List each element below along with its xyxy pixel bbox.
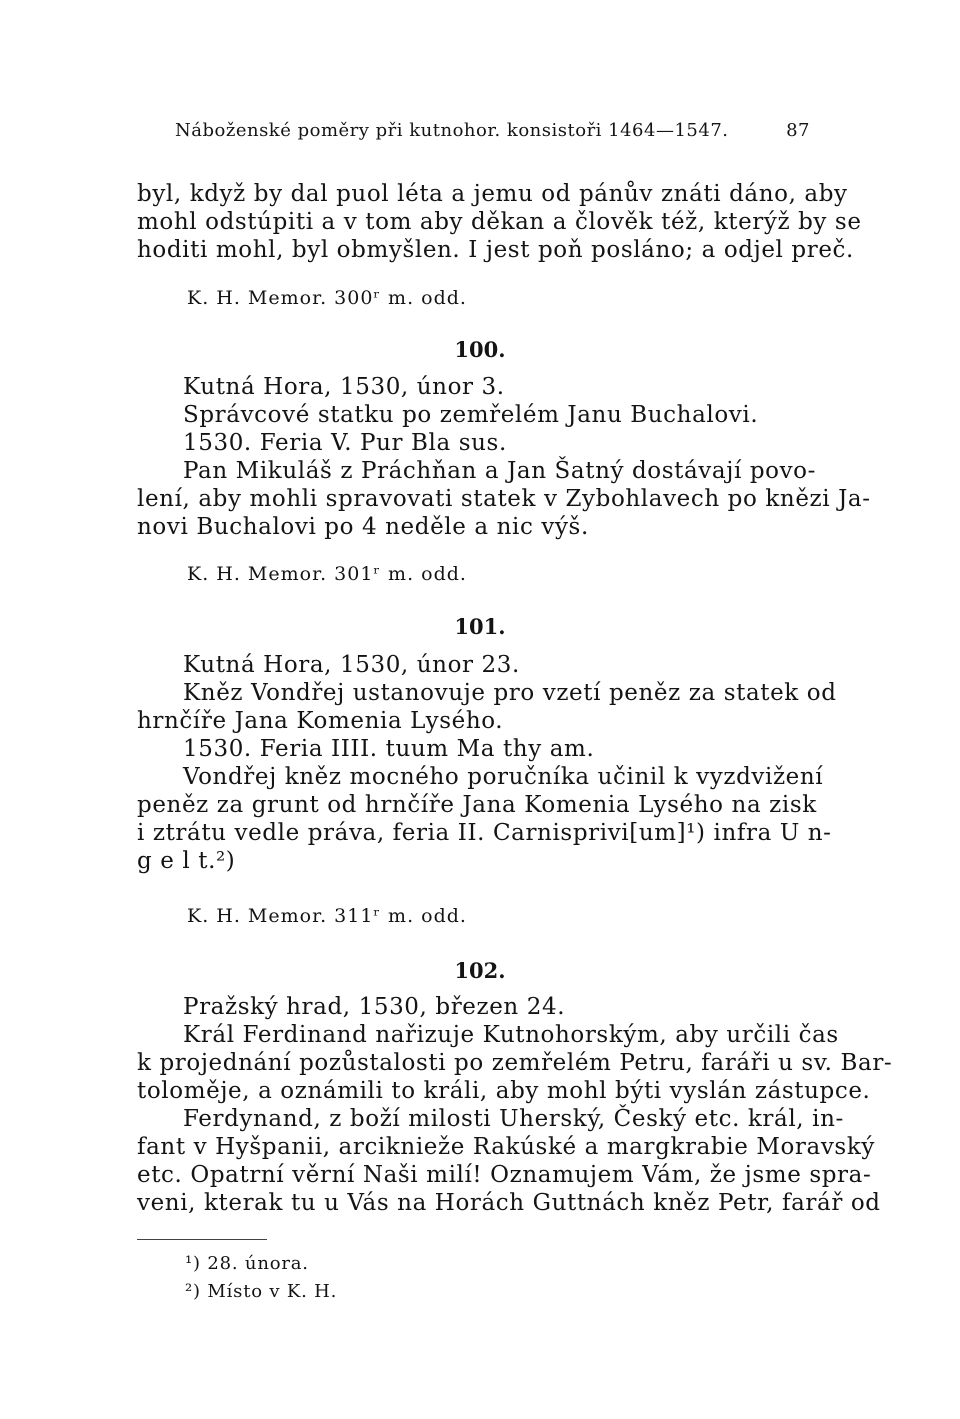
text-line: mohl odstúpiti a v tom aby děkan a člověk též, kterýž by se [137,209,862,235]
dating-formula: 1530. Feria V. Pur Bla sus. [183,430,507,456]
source-reference: K. H. Memor. 311ʳ m. odd. [187,905,467,927]
footnote-mark: ¹) [185,1253,201,1274]
place-date: Pražský hrad, 1530, březen 24. [183,994,566,1020]
text-line: byl, když by dal puol léta a jemu od pánův znáti dáno, aby [137,181,848,207]
entry-100 [137,373,871,541]
running-header [175,120,810,141]
body-line: novi Buchalovi po 4 neděle a nic výš. [137,514,589,540]
body-line: i ztrátu vedle práva, feria II. Carnisprivi[um]¹) infra U n- [137,820,832,846]
entry-summary: hrnčíře Jana Komenia Lysého. [137,708,504,734]
entry-101 [137,651,837,875]
page-number: 87 [786,120,810,141]
continuation-paragraph [137,180,862,264]
entry-102 [137,993,893,1217]
entry-summary: Král Ferdinand nařizuje Kutnohorským, aby určili čas [183,1022,839,1048]
footnote [185,1250,337,1278]
body-line: Vondřej kněz mocného poručníka učinil k vyzdvižení [183,764,824,790]
text-line: hoditi mohl, byl obmyšlen. I jest poň posláno; a odjel preč. [137,237,854,263]
running-title: Náboženské poměry při kutnohor. konsistoři 1464—1547. [175,120,729,141]
source-reference: K. H. Memor. 301ʳ m. odd. [187,563,467,585]
entry-summary: k projednání pozůstalosti po zemřelém Petru, faráři u sv. Bar- [137,1050,893,1076]
place-date: Kutná Hora, 1530, únor 3. [183,374,505,400]
body-line: peněz za grunt od hrnčíře Jana Komenia Lysého na zisk [137,792,817,818]
body-line: g e l t.²) [137,848,236,874]
entry-number: 100. [454,337,506,362]
dating-formula: 1530. Feria IIII. tuum Ma thy am. [183,736,595,762]
source-reference: K. H. Memor. 300ʳ m. odd. [187,287,467,309]
body-line: Pan Mikuláš z Práchňan a Jan Šatný dostávají povo- [183,458,816,484]
footnote-divider [137,1239,267,1240]
body-line: fant v Hyšpanii, arcikniežе Rakúské a margkrabie Moravský [137,1134,875,1160]
footnotes [185,1250,337,1306]
body-line: veni, kterak tu u Vás na Horách Guttnách kněz Petr, farář od [137,1190,881,1216]
footnote-text: Místo v K. H. [207,1281,338,1302]
body-line: Ferdynand, z boží milosti Uherský, Český etc. král, in- [183,1106,844,1132]
entry-summary: Správcové statku po zemřelém Janu Buchalovi. [183,402,759,428]
footnote-mark: ²) [185,1281,201,1302]
body-line: etc. Opatrní věrní Naši milí! Oznamujem Vám, že jsme spra- [137,1162,872,1188]
entry-summary: Kněz Vondřej ustanovuje pro vzetí peněz za statek od [183,680,837,706]
footnote [185,1278,337,1306]
entry-number: 102. [454,958,506,983]
body-line: lení, aby mohli spravovati statek v Zybohlavech po knězi Ja- [137,486,871,512]
footnote-text: 28. února. [207,1253,309,1274]
entry-number: 101. [454,614,506,639]
entry-summary: toloměje, a oznámili to králi, aby mohl býti vyslán zástupce. [137,1078,871,1104]
place-date: Kutná Hora, 1530, únor 23. [183,652,520,678]
